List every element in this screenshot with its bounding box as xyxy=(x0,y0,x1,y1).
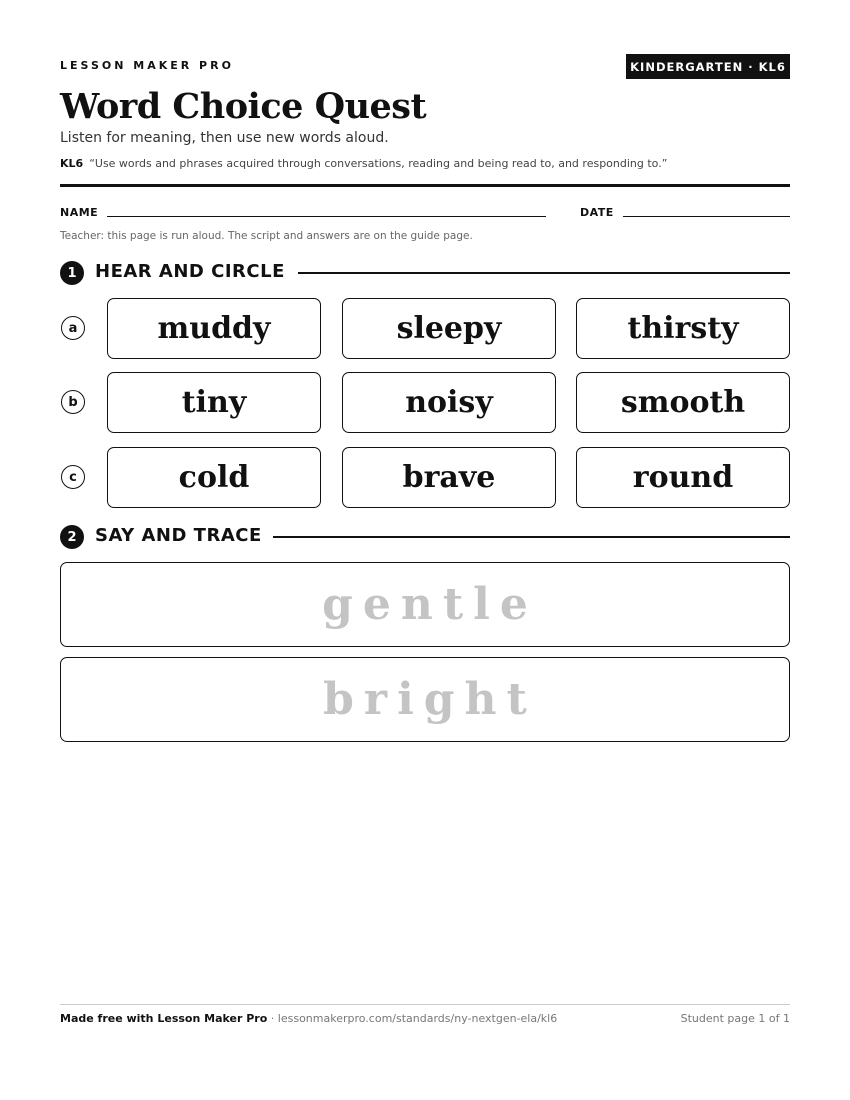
footer-credit xyxy=(60,1012,557,1025)
word-card-sleepy[interactable]: sleepy xyxy=(342,298,556,359)
footer-page-number: Student page 1 of 1 xyxy=(680,1012,790,1025)
footer-separator: · xyxy=(267,1012,278,1025)
footer-url[interactable]: lessonmakerpro.com/standards/ny-nextgen-ela/kl6 xyxy=(277,1012,558,1025)
footer-made-with: Made free with Lesson Maker Pro xyxy=(60,1012,268,1025)
section-number-badge: 1 xyxy=(60,261,84,285)
trace-box-bright[interactable] xyxy=(60,657,790,742)
section-title-say-and-trace: SAY AND TRACE xyxy=(95,525,262,546)
word-card-thirsty[interactable]: thirsty xyxy=(576,298,790,359)
name-field[interactable] xyxy=(107,216,546,217)
section-title-hear-and-circle: HEAR AND CIRCLE xyxy=(95,261,285,282)
word-card-round[interactable]: round xyxy=(576,447,790,508)
word-card-muddy[interactable]: muddy xyxy=(107,298,321,359)
word-card-cold[interactable]: cold xyxy=(107,447,321,508)
row-letter-c: c xyxy=(61,465,85,489)
date-field[interactable] xyxy=(623,216,790,217)
name-label: NAME xyxy=(60,206,99,219)
word-card-tiny[interactable]: tiny xyxy=(107,372,321,433)
trace-word: gentle xyxy=(322,579,538,630)
header-divider xyxy=(60,184,790,187)
trace-word: bright xyxy=(323,674,537,725)
brand-name: LESSON MAKER PRO xyxy=(60,59,234,72)
section-divider xyxy=(298,272,790,274)
standard-line xyxy=(60,157,667,170)
section-number-badge: 2 xyxy=(60,525,84,549)
word-card-smooth[interactable]: smooth xyxy=(576,372,790,433)
word-card-brave[interactable]: brave xyxy=(342,447,556,508)
footer-divider xyxy=(60,1004,790,1005)
teacher-note: Teacher: this page is run aloud. The script and answers are on the guide page. xyxy=(60,230,473,242)
page-title: Word Choice Quest xyxy=(60,86,427,127)
standard-text: “Use words and phrases acquired through conversations, reading and being read to, and responding to.” xyxy=(89,157,668,170)
row-letter-b: b xyxy=(61,390,85,414)
row-letter-a: a xyxy=(61,316,85,340)
word-card-noisy[interactable]: noisy xyxy=(342,372,556,433)
standard-code: KL6 xyxy=(60,157,84,170)
section-divider xyxy=(273,536,790,538)
page-subtitle: Listen for meaning, then use new words aloud. xyxy=(60,130,389,146)
date-label: DATE xyxy=(580,206,614,219)
grade-badge: KINDERGARTEN · KL6 xyxy=(626,54,790,79)
trace-box-gentle[interactable] xyxy=(60,562,790,647)
